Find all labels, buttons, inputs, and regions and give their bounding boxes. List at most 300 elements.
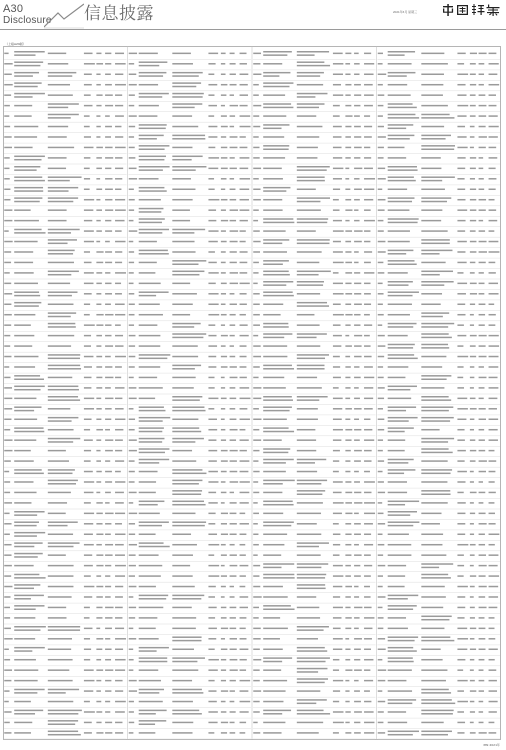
table-cell-text — [240, 450, 247, 452]
table-cell-text — [48, 72, 76, 74]
table-cell-text — [14, 427, 43, 429]
table-row — [378, 250, 501, 258]
table-cell-text — [253, 199, 261, 201]
table-cell-text — [253, 680, 260, 682]
table-cell-text — [479, 701, 484, 703]
table-cell-text — [48, 546, 74, 548]
table-cell-text — [489, 220, 498, 222]
table-cell-text — [221, 199, 228, 201]
table-cell-text — [297, 136, 319, 138]
table-cell-text — [253, 638, 260, 640]
table-cell-text — [240, 74, 249, 76]
table-cell-text — [240, 554, 246, 556]
table-cell-text — [253, 722, 257, 724]
table-cell-text — [421, 148, 454, 150]
table-row — [129, 575, 252, 582]
table-cell-text — [230, 429, 238, 431]
table-row — [129, 469, 252, 477]
table-cell-text — [230, 471, 238, 473]
table-cell-text — [48, 365, 80, 367]
table-row — [378, 386, 501, 394]
table-cell-text — [139, 72, 167, 74]
table-cell-text — [240, 439, 249, 441]
table-cell-text — [115, 722, 122, 724]
table-cell-text — [48, 710, 82, 712]
table-cell-text — [489, 429, 498, 431]
table-cell-text — [364, 628, 372, 630]
table-cell-text — [297, 271, 331, 273]
table-cell-text — [489, 272, 496, 274]
table-cell-text — [14, 469, 42, 471]
table-cell-text — [388, 504, 405, 506]
table-cell-text — [479, 199, 486, 201]
table-cell-text — [221, 398, 227, 400]
section-title: 信息披露 — [84, 4, 154, 24]
table-cell-text — [388, 253, 406, 255]
table-cell-text — [345, 429, 352, 431]
table-cell-text — [364, 136, 372, 138]
table-cell-text — [364, 408, 373, 410]
table-cell-text — [354, 366, 359, 368]
table-cell-text — [172, 75, 198, 77]
table-cell-text — [230, 701, 235, 703]
table-cell-text — [14, 588, 34, 590]
table-cell-text — [421, 399, 451, 401]
table-cell-text — [253, 398, 261, 400]
table-cell-text — [421, 513, 441, 515]
table-cell-text — [105, 178, 112, 180]
table-cell-text — [172, 713, 202, 715]
table-row — [378, 124, 501, 132]
table-cell-text — [115, 669, 125, 671]
table-cell-text — [489, 544, 495, 546]
table-cell-text — [421, 481, 447, 483]
table-cell-text — [421, 429, 439, 431]
table-row — [4, 720, 127, 728]
table-row — [129, 534, 252, 541]
table-row — [129, 260, 252, 268]
table-cell-text — [105, 335, 111, 337]
table-cell-text — [84, 408, 94, 410]
table-cell-text — [129, 471, 135, 473]
table-cell-text — [354, 429, 361, 431]
table-cell-text — [48, 617, 67, 619]
table-cell-text — [388, 605, 417, 607]
table-cell-text — [48, 638, 72, 640]
table-cell-text — [115, 84, 126, 86]
table-cell-text — [263, 148, 288, 150]
table-cell-text — [333, 189, 340, 191]
table-cell-text — [263, 63, 282, 65]
table-row — [4, 396, 127, 404]
table-cell-text — [221, 136, 226, 138]
table-row — [253, 61, 376, 69]
table-cell-text — [14, 295, 40, 297]
table-cell-text — [297, 197, 330, 199]
table-cell-text — [345, 690, 349, 692]
table-cell-text — [354, 722, 360, 724]
table-cell-text — [470, 283, 477, 285]
table-cell-text — [388, 636, 418, 638]
table-cell-text — [388, 241, 410, 243]
table-cell-text — [129, 387, 137, 389]
table-row — [4, 659, 127, 666]
table-cell-text — [4, 565, 12, 567]
table-cell-text — [297, 180, 325, 182]
table-row — [129, 628, 252, 635]
table-cell-text — [208, 492, 216, 494]
table-cell-text — [470, 84, 476, 86]
table-cell-text — [470, 554, 475, 556]
table-row — [378, 406, 501, 414]
table-cell-text — [479, 251, 487, 253]
table-cell-text — [457, 492, 463, 494]
table-cell-text — [48, 701, 73, 703]
table-cell-text — [421, 271, 453, 273]
table-cell-text — [129, 157, 136, 159]
table-row — [4, 283, 127, 290]
table-cell-text — [105, 209, 113, 211]
table-cell-text — [96, 732, 103, 734]
table-cell-text — [263, 387, 286, 389]
table-cell-text — [139, 501, 165, 503]
table-cell-text — [14, 209, 30, 211]
table-cell-text — [96, 419, 101, 421]
table-cell-text — [421, 417, 453, 419]
table-cell-text — [14, 713, 35, 715]
table-cell-text — [263, 448, 290, 450]
table-row — [4, 209, 127, 216]
table-cell-text — [297, 408, 318, 410]
table-row — [378, 114, 501, 122]
table-cell-text — [263, 657, 292, 659]
table-cell-text — [253, 701, 259, 703]
table-row — [129, 554, 252, 561]
table-row — [129, 82, 252, 90]
table-cell-text — [345, 230, 352, 232]
table-row — [378, 710, 501, 718]
table-cell-text — [263, 94, 285, 96]
table-cell-text — [345, 460, 350, 462]
table-cell-text — [354, 419, 359, 421]
table-cell-text — [240, 63, 247, 65]
table-cell-text — [4, 607, 10, 609]
table-cell-text — [263, 222, 294, 224]
table-cell-text — [230, 53, 235, 55]
table-cell-text — [297, 577, 325, 579]
table-cell-text — [345, 366, 350, 368]
table-cell-text — [105, 419, 111, 421]
table-cell-text — [139, 669, 159, 671]
table-row — [129, 387, 252, 394]
table-cell-text — [489, 147, 497, 149]
table-cell-text — [388, 295, 413, 297]
table-row — [129, 187, 252, 195]
table-cell-text — [139, 607, 164, 609]
table-cell-text — [240, 189, 250, 191]
table-cell-text — [14, 324, 31, 326]
table-cell-text — [221, 669, 226, 671]
table-cell-text — [221, 220, 228, 222]
table-cell-text — [139, 565, 163, 567]
table-row — [378, 189, 501, 196]
table-cell-text — [364, 74, 373, 76]
table-cell-text — [388, 284, 409, 286]
table-cell-text — [221, 314, 227, 316]
table-cell-text — [4, 314, 12, 316]
table-cell-text — [48, 417, 79, 419]
table-cell-text — [96, 439, 101, 441]
table-row — [253, 427, 376, 435]
table-cell-text — [139, 647, 169, 649]
table-cell-text — [240, 607, 248, 609]
table-cell-text — [297, 218, 328, 220]
table-cell-text — [230, 502, 237, 504]
table-cell-text — [297, 546, 319, 548]
table-cell-text — [96, 460, 101, 462]
table-cell-text — [221, 534, 228, 536]
table-cell-text — [129, 534, 135, 536]
table-cell-text — [172, 732, 192, 734]
table-cell-text — [230, 366, 237, 368]
table-row — [378, 354, 501, 362]
table-cell-text — [253, 513, 259, 515]
table-cell-text — [333, 345, 341, 347]
table-cell-text — [48, 542, 80, 544]
table-cell-text — [345, 324, 350, 326]
table-cell-text — [48, 502, 67, 504]
table-cell-text — [421, 189, 445, 191]
table-cell-text — [208, 607, 216, 609]
table-cell-text — [139, 713, 156, 715]
table-cell-text — [354, 554, 362, 556]
table-cell-text — [172, 326, 194, 328]
table-cell-text — [421, 378, 446, 380]
table-cell-text — [489, 241, 499, 243]
table-cell-text — [240, 669, 247, 671]
table-cell-text — [421, 586, 444, 588]
table-cell-text — [84, 460, 91, 462]
table-row — [129, 365, 252, 373]
table-row — [378, 157, 501, 164]
table-cell-text — [297, 169, 327, 171]
table-row — [378, 563, 501, 571]
table-cell-text — [489, 481, 495, 483]
table-cell-text — [263, 51, 292, 53]
table-cell-text — [421, 250, 452, 252]
table-cell-text — [139, 462, 159, 464]
table-cell-text — [240, 115, 251, 117]
table-cell-text — [263, 190, 286, 192]
table-cell-text — [240, 586, 246, 588]
table-cell-text — [14, 659, 36, 661]
table-cell-text — [208, 136, 217, 138]
table-cell-text — [129, 53, 137, 55]
table-cell-text — [48, 629, 80, 631]
table-cell-text — [364, 471, 370, 473]
table-row — [4, 354, 127, 362]
table-cell-text — [388, 617, 406, 619]
table-cell-text — [253, 669, 259, 671]
table-cell-text — [364, 178, 375, 180]
table-row — [378, 616, 501, 624]
table-cell-text — [96, 241, 100, 243]
table-cell-text — [421, 323, 454, 325]
table-cell-text — [172, 640, 201, 642]
table-row — [378, 586, 501, 593]
table-cell-text — [354, 220, 359, 222]
table-cell-text — [240, 199, 249, 201]
table-cell-text — [470, 398, 476, 400]
table-cell-text — [240, 324, 248, 326]
table-cell-text — [221, 283, 227, 285]
table-cell-text — [333, 220, 342, 222]
table-cell-text — [421, 157, 440, 159]
table-cell-text — [172, 93, 203, 95]
table-cell-text — [4, 701, 9, 703]
table-cell-text — [297, 650, 327, 652]
table-cell-text — [240, 638, 247, 640]
table-row — [4, 250, 127, 258]
table-cell-text — [172, 689, 202, 691]
continued-from-label: （上接A29版） — [5, 42, 26, 46]
table-cell-text — [139, 628, 156, 630]
table-cell-text — [48, 408, 70, 410]
table-cell-text — [139, 208, 164, 210]
table-cell-text — [14, 65, 40, 67]
table-cell-text — [364, 554, 371, 556]
table-cell-text — [240, 157, 250, 159]
table-cell-text — [333, 157, 342, 159]
table-cell-text — [115, 53, 124, 55]
table-cell-text — [48, 107, 68, 109]
table-cell-text — [253, 209, 259, 211]
table-cell-text — [208, 377, 214, 379]
table-cell-text — [172, 544, 197, 546]
table-cell-text — [489, 659, 495, 661]
table-cell-text — [470, 565, 474, 567]
table-cell-text — [333, 178, 342, 180]
table-column-block — [128, 46, 252, 740]
table-cell-text — [14, 356, 38, 358]
table-cell-text — [421, 628, 444, 630]
table-cell-text — [48, 114, 79, 116]
table-row — [378, 511, 501, 519]
table-cell-text — [96, 586, 103, 588]
table-cell-text — [172, 82, 201, 84]
table-cell-text — [297, 493, 323, 495]
table-cell-text — [345, 502, 352, 504]
table-cell-text — [105, 607, 113, 609]
table-cell-text — [479, 690, 484, 692]
table-cell-text — [297, 563, 328, 565]
table-cell-text — [96, 669, 103, 671]
table-cell-text — [345, 345, 352, 347]
table-cell-text — [333, 74, 343, 76]
table-row — [378, 197, 501, 205]
table-cell-text — [105, 628, 112, 630]
table-cell-text — [421, 347, 449, 349]
table-cell-text — [240, 502, 249, 504]
table-cell-text — [263, 608, 294, 610]
table-cell-text — [421, 438, 454, 440]
table-cell-text — [489, 596, 499, 598]
table-row — [378, 595, 501, 603]
table-row — [378, 63, 501, 70]
table-cell-text — [208, 199, 219, 201]
table-cell-text — [457, 136, 466, 138]
table-row — [4, 166, 127, 174]
table-cell-text — [345, 377, 350, 379]
table-cell-text — [333, 241, 341, 243]
table-cell-text — [253, 53, 261, 55]
table-cell-text — [172, 232, 194, 234]
table-cell-text — [378, 84, 383, 86]
table-cell-text — [105, 115, 110, 117]
table-cell-text — [240, 513, 246, 515]
table-cell-text — [345, 649, 350, 651]
table-cell-text — [457, 53, 465, 55]
table-cell-text — [421, 201, 447, 203]
table-cell-text — [221, 251, 226, 253]
table-cell-text — [297, 84, 323, 86]
table-cell-text — [115, 251, 122, 253]
table-cell-text — [172, 480, 202, 482]
table-cell-text — [364, 157, 371, 159]
table-cell-text — [14, 406, 41, 408]
table-cell-text — [470, 690, 476, 692]
table-cell-text — [4, 544, 11, 546]
table-cell-text — [378, 429, 384, 431]
table-cell-text — [240, 314, 246, 316]
table-cell-text — [139, 481, 156, 483]
table-cell-text — [84, 596, 92, 598]
table-row — [378, 230, 501, 237]
table-cell-text — [48, 689, 79, 691]
table-row — [4, 365, 127, 373]
table-cell-text — [208, 94, 214, 96]
table-cell-text — [253, 178, 259, 180]
table-cell-text — [297, 281, 324, 283]
table-cell-text — [421, 63, 448, 65]
table-cell-text — [84, 189, 90, 191]
table-cell-text — [48, 243, 68, 245]
table-cell-text — [84, 565, 93, 567]
table-cell-text — [14, 272, 33, 274]
table-cell-text — [253, 387, 261, 389]
table-cell-text — [457, 304, 465, 306]
table-cell-text — [354, 408, 362, 410]
table-cell-text — [297, 459, 326, 461]
table-cell-text — [172, 166, 206, 168]
table-row — [129, 115, 252, 122]
table-row — [129, 720, 252, 728]
table-cell-text — [230, 565, 238, 567]
table-cell-text — [84, 272, 94, 274]
table-cell-text — [172, 483, 199, 485]
table-cell-text — [421, 312, 449, 314]
table-cell-text — [263, 199, 282, 201]
table-cell-text — [96, 126, 100, 128]
table-cell-text — [263, 431, 294, 433]
table-cell-text — [364, 324, 372, 326]
table-cell-text — [333, 209, 340, 211]
table-cell-text — [139, 295, 156, 297]
table-cell-text — [129, 293, 135, 295]
table-cell-text — [354, 596, 359, 598]
table-cell-text — [388, 608, 413, 610]
table-cell-text — [221, 168, 228, 170]
